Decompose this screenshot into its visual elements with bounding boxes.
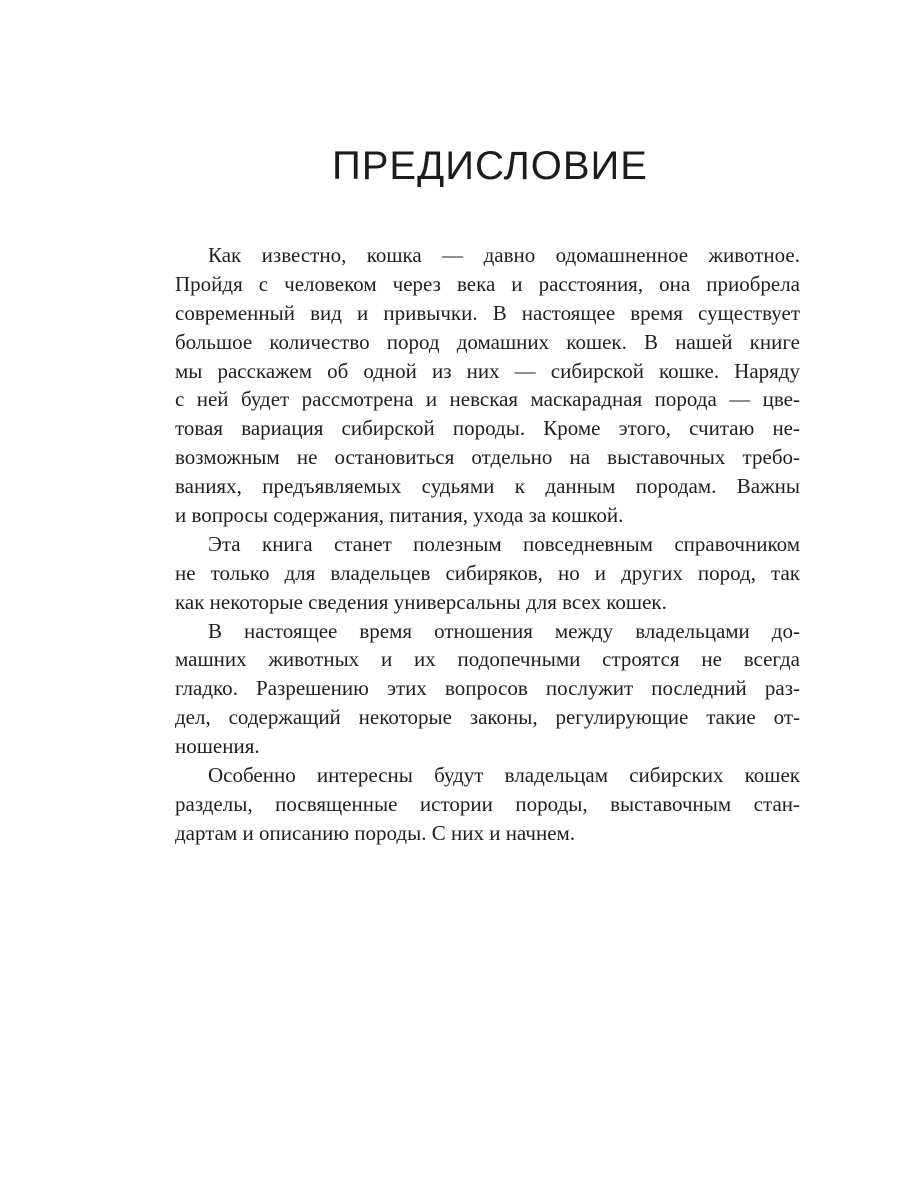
text-line: ношения.: [175, 734, 260, 759]
text-line: машних животных и их подопечными строятся не всегда: [175, 647, 800, 672]
preface-text: [175, 241, 800, 848]
text-line: Особенно интересны будут владельцам сибирских кошек: [208, 763, 800, 788]
text-line: Как известно, кошка — давно одомашненное животное.: [208, 243, 800, 267]
text-line: и вопросы содержания, питания, ухода за кошкой.: [175, 503, 624, 528]
text-line: дел, содержащий некоторые законы, регулирующие такие от-: [175, 705, 800, 730]
page-title: ПРЕДИСЛОВИЕ: [332, 144, 648, 188]
text-line: возможным не остановиться отдельно на выставочных требо-: [175, 445, 800, 470]
paragraph-4: [175, 761, 800, 848]
text-line: современный вид и привычки. В настоящее время существует: [175, 300, 800, 325]
text-line: разделы, посвященные истории породы, выставочным стан-: [175, 791, 800, 816]
text-line: ваниях, предъявляемых судьями к данным породам. Важны: [175, 474, 800, 499]
text-line: мы расскажем об одной из них — сибирской кошке. Наряду: [175, 358, 800, 383]
text-line: Пройдя с человеком через века и расстояния, она приобрела: [175, 271, 800, 296]
text-line: Эта книга станет полезным повседневным справочником: [208, 531, 800, 556]
text-line: с ней будет рассмотрена и невская маскарадная порода — цве-: [175, 387, 800, 412]
paragraph-3: [175, 617, 800, 761]
paragraph-2: [175, 530, 800, 617]
paragraph-1: [175, 241, 800, 530]
text-line: не только для владельцев сибиряков, но и других пород, так: [175, 560, 800, 585]
text-line: дартам и описанию породы. С них и начнем.: [175, 820, 576, 845]
text-line: большое количество пород домашних кошек. В нашей книге: [175, 329, 800, 354]
text-line: товая вариация сибирской породы. Кроме этого, считаю не-: [175, 416, 800, 441]
text-line: как некоторые сведения универсальны для всех кошек.: [175, 589, 667, 614]
text-line: В настоящее время отношения между владельцами до-: [208, 618, 800, 643]
text-line: гладко. Разрешению этих вопросов послужит последний раз-: [175, 676, 800, 701]
